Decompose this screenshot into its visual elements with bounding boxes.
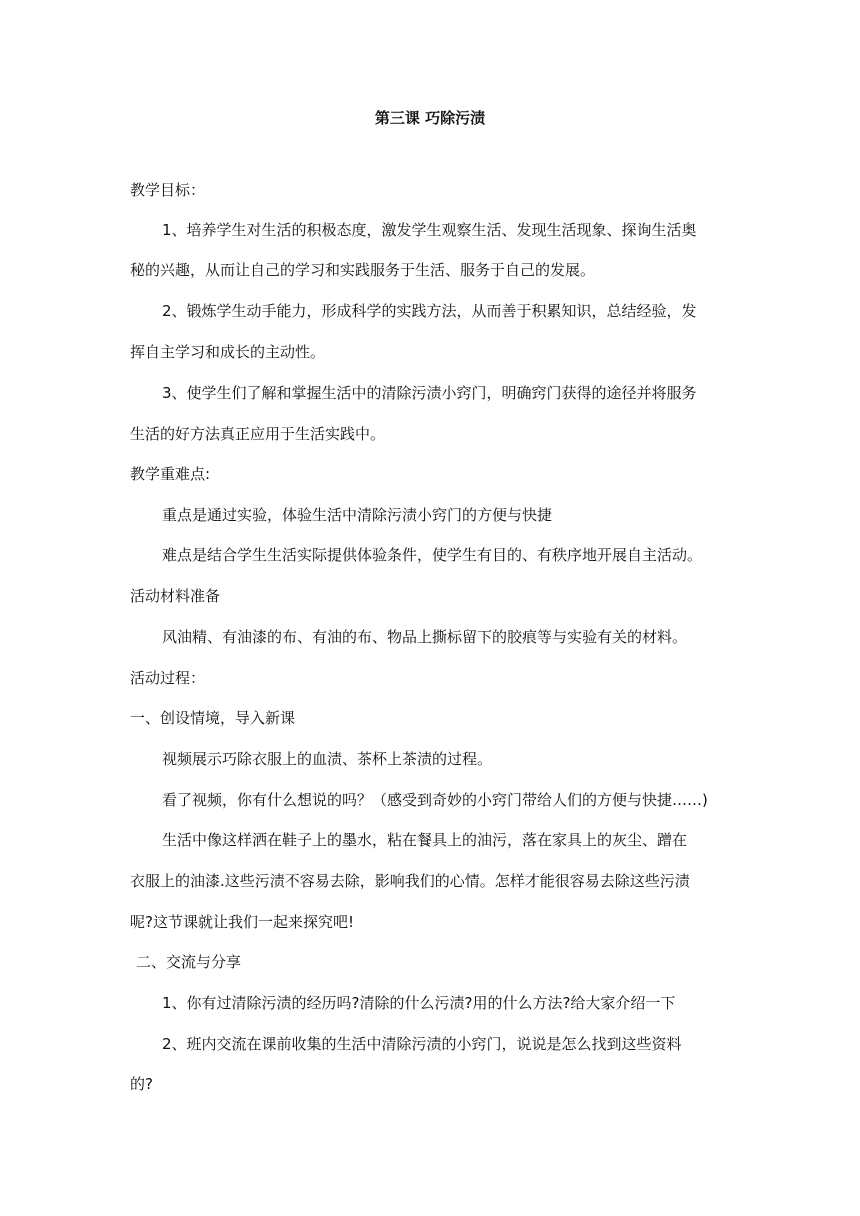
paragraph-line: 秘的兴趣，从而让自己的学习和实践服务于生活、服务于自己的发展。	[130, 261, 596, 279]
paragraph-line: 2、锻炼学生动手能力，形成科学的实践方法，从而善于积累知识，总结经验，发	[162, 302, 697, 320]
paragraph-line: 看了视频，你有什么想说的吗？（感受到奇妙的小窍门带给人们的方便与快捷……)	[162, 791, 708, 809]
paragraph-line: 挥自主学习和成长的主动性。	[130, 343, 326, 361]
paragraph-line: 视频展示巧除衣服上的血渍、茶杯上茶渍的过程。	[162, 750, 493, 768]
section-heading-materials: 活动材料准备	[130, 587, 221, 605]
paragraph-line: 风油精、有油漆的布、有油的布、物品上撕标留下的胶痕等与实验有关的材料。	[162, 628, 688, 646]
paragraph-line: 难点是结合学生生活实际提供体验条件，使学生有目的、有秩序地开展自主活动。	[162, 546, 703, 564]
paragraph-line: 1、培养学生对生活的积极态度，激发学生观察生活、发现生活现象、探询生活奥	[162, 221, 697, 239]
paragraph-line: 生活中像这样洒在鞋子上的墨水，粘在餐具上的油污，落在家具上的灰尘、蹭在	[162, 831, 688, 849]
paragraph-line: 衣服上的油漆.这些污渍不容易去除，影响我们的心情。怎样才能很容易去除这些污渍	[130, 872, 690, 890]
paragraph-line: 1、你有过清除污渍的经历吗?清除的什么污渍?用的什么方法?给大家介绍一下	[162, 994, 676, 1012]
section-heading-process: 活动过程：	[130, 669, 206, 687]
paragraph-line: 3、使学生们了解和掌握生活中的清除污渍小窍门，明确窍门获得的途径并将服务	[162, 384, 697, 402]
section-heading-key-points: 教学重难点:	[130, 465, 211, 483]
paragraph-line: 2、班内交流在课前收集的生活中清除污渍的小窍门，说说是怎么找到这些资料	[162, 1035, 682, 1053]
page-title: 第三课 巧除污渍	[374, 109, 486, 127]
paragraph-line: 的?	[130, 1075, 153, 1093]
paragraph-line: 呢?这节课就让我们一起来探究吧!	[130, 913, 354, 931]
subsection-heading-sharing: 二、交流与分享	[136, 953, 242, 971]
paragraph-line: 重点是通过实验，体验生活中清除污渍小窍门的方便与快捷	[162, 506, 553, 524]
subsection-heading-intro: 一、创设情境，导入新课	[130, 709, 296, 727]
section-heading-objectives: 教学目标：	[130, 181, 206, 199]
paragraph-line: 生活的好方法真正应用于生活实践中。	[130, 425, 386, 443]
